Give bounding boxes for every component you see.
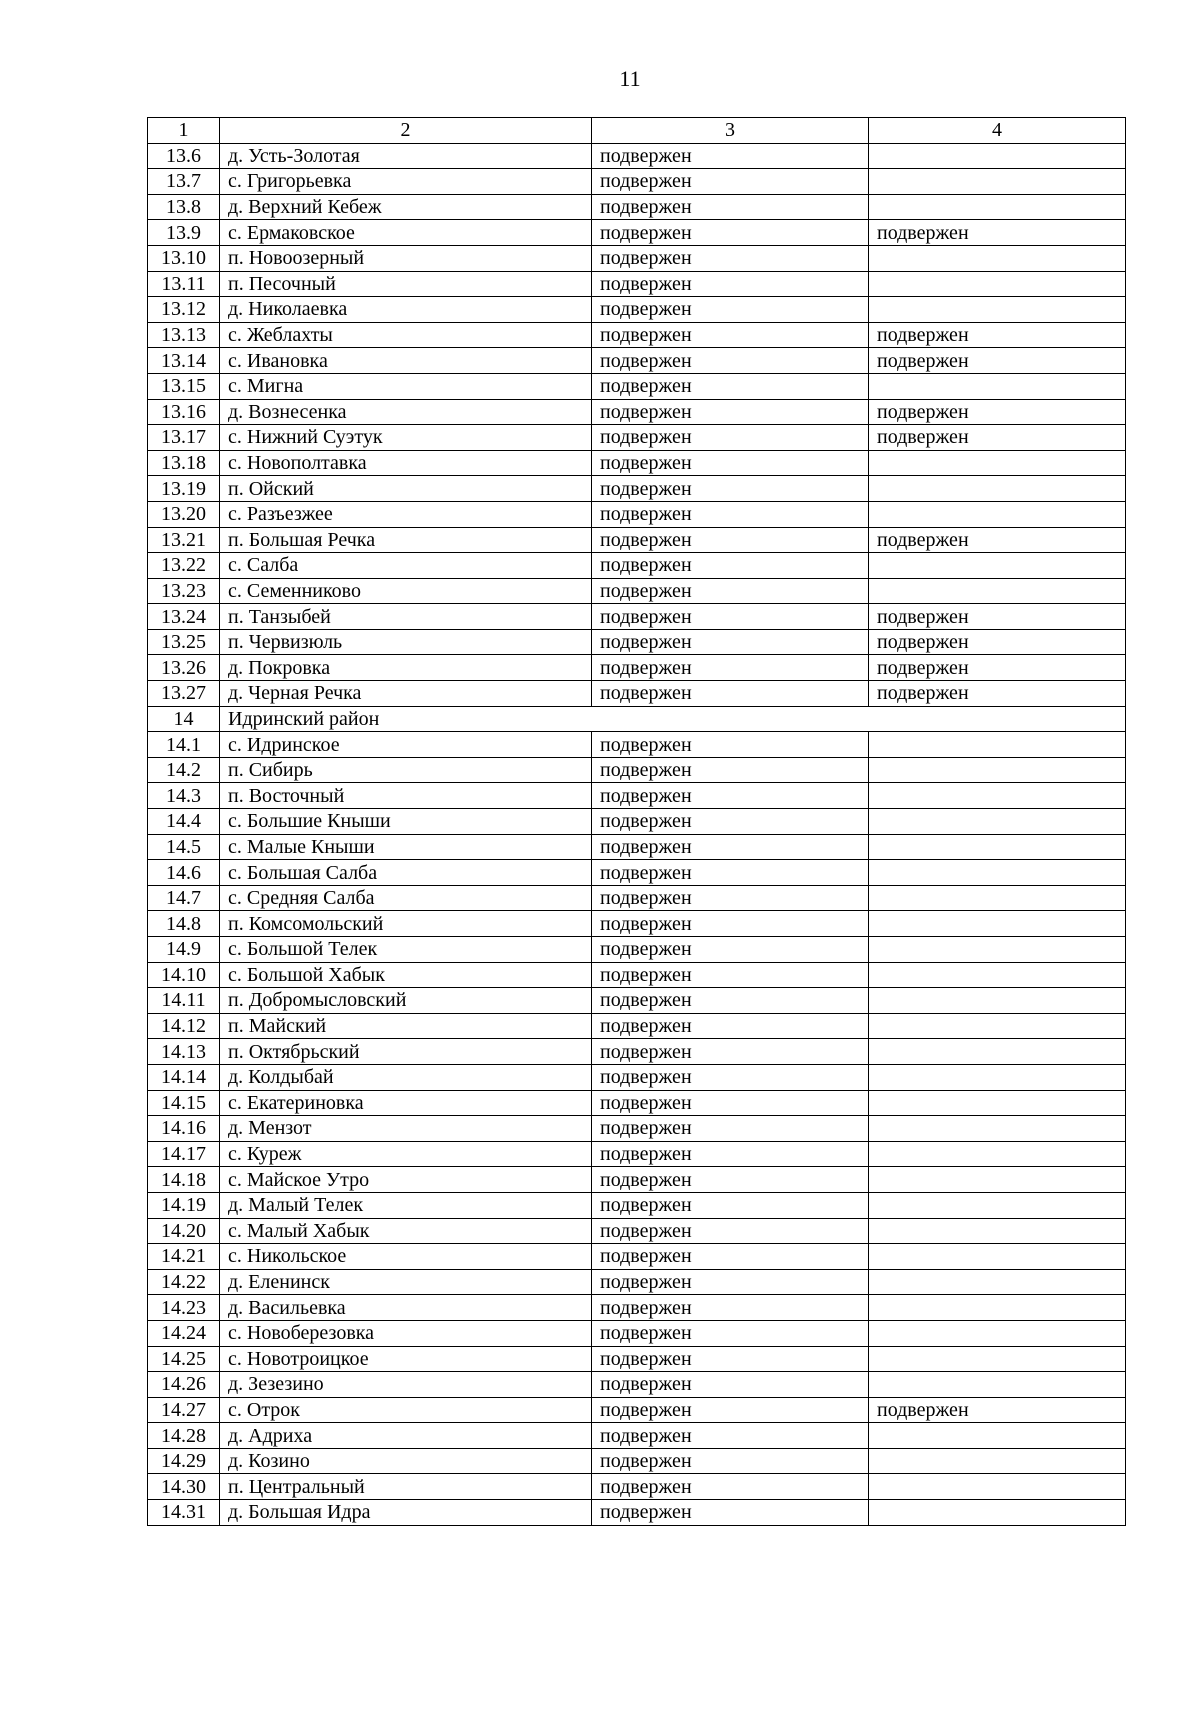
settlement-name-cell: д. Большая Идра (220, 1500, 592, 1526)
column-3-cell: подвержен (592, 834, 869, 860)
table-row (148, 1039, 1126, 1065)
settlement-name-cell: с. Жеблахты (220, 322, 592, 348)
column-3-cell: подвержен (592, 1423, 869, 1449)
settlement-name-cell: п. Центральный (220, 1474, 592, 1500)
row-number-cell: 13.22 (148, 553, 220, 579)
column-4-cell: подвержен (869, 348, 1126, 374)
column-4-cell (869, 834, 1126, 860)
column-3-cell: подвержен (592, 322, 869, 348)
column-4-cell (869, 1474, 1126, 1500)
settlement-name-cell: п. Майский (220, 1013, 592, 1039)
column-4-cell (869, 476, 1126, 502)
settlement-name-cell: с. Майское Утро (220, 1167, 592, 1193)
row-number-cell: 14.27 (148, 1397, 220, 1423)
column-3-cell: подвержен (592, 1397, 869, 1423)
settlement-name-cell: д. Васильевка (220, 1295, 592, 1321)
row-number-cell: 14.19 (148, 1192, 220, 1218)
column-4-cell (869, 1269, 1126, 1295)
table-row (148, 1167, 1126, 1193)
row-number-cell: 13.12 (148, 297, 220, 323)
column-4-cell (869, 271, 1126, 297)
column-4-cell (869, 1423, 1126, 1449)
column-3-cell: подвержен (592, 169, 869, 195)
column-4-cell (869, 988, 1126, 1014)
table-header-row (148, 118, 1126, 144)
table-body (148, 118, 1126, 1526)
row-number-cell: 14.29 (148, 1448, 220, 1474)
column-3-cell: подвержен (592, 1320, 869, 1346)
row-number-cell: 14.20 (148, 1218, 220, 1244)
row-number-cell: 14.10 (148, 962, 220, 988)
row-number-cell: 14.16 (148, 1116, 220, 1142)
settlement-name-cell: с. Разъезжее (220, 501, 592, 527)
row-number-cell: 13.16 (148, 399, 220, 425)
column-3-cell: подвержен (592, 1039, 869, 1065)
settlement-name-cell: с. Малые Кныши (220, 834, 592, 860)
settlement-name-cell: п. Большая Речка (220, 527, 592, 553)
row-number-cell: 14.3 (148, 783, 220, 809)
column-4-cell (869, 1090, 1126, 1116)
table-row (148, 937, 1126, 963)
settlement-name-cell: д. Колдыбай (220, 1064, 592, 1090)
column-4-cell: подвержен (869, 1397, 1126, 1423)
table-row (148, 1192, 1126, 1218)
settlement-name-cell: с. Семенниково (220, 578, 592, 604)
column-3-cell: подвержен (592, 1474, 869, 1500)
column-4-cell: подвержен (869, 655, 1126, 681)
column-3-cell: подвержен (592, 194, 869, 220)
column-4-cell: подвержен (869, 527, 1126, 553)
column-4-cell (869, 1039, 1126, 1065)
settlement-name-cell: д. Верхний Кебеж (220, 194, 592, 220)
settlement-name-cell: п. Комсомольский (220, 911, 592, 937)
settlement-name-cell: д. Покровка (220, 655, 592, 681)
table-row (148, 578, 1126, 604)
row-number-cell: 13.19 (148, 476, 220, 502)
settlement-name-cell: д. Козино (220, 1448, 592, 1474)
row-number-cell: 13.10 (148, 245, 220, 271)
column-3-cell: подвержен (592, 681, 869, 707)
column-4-cell (869, 1141, 1126, 1167)
column-3-cell: подвержен (592, 476, 869, 502)
column-4-cell: подвержен (869, 629, 1126, 655)
row-number-cell: 13.23 (148, 578, 220, 604)
column-3-cell: подвержен (592, 501, 869, 527)
row-number-cell: 14.5 (148, 834, 220, 860)
table-row (148, 1218, 1126, 1244)
row-number-cell: 14.15 (148, 1090, 220, 1116)
column-3-cell: подвержен (592, 1192, 869, 1218)
settlement-name-cell: д. Николаевка (220, 297, 592, 323)
table-row (148, 1397, 1126, 1423)
column-4-cell (869, 501, 1126, 527)
column-3-cell: подвержен (592, 297, 869, 323)
district-name-cell: Идринский район (220, 706, 1126, 732)
settlement-name-cell: с. Идринское (220, 732, 592, 758)
column-3-cell: подвержен (592, 527, 869, 553)
row-number-cell: 14.14 (148, 1064, 220, 1090)
settlement-name-cell: д. Еленинск (220, 1269, 592, 1295)
column-4-cell (869, 1500, 1126, 1526)
table-row (148, 1244, 1126, 1270)
column-3-cell: подвержен (592, 1295, 869, 1321)
table-row (148, 1500, 1126, 1526)
settlement-name-cell: п. Добромысловский (220, 988, 592, 1014)
row-number-cell: 14.4 (148, 809, 220, 835)
column-3-cell: подвержен (592, 911, 869, 937)
row-number-cell: 13.11 (148, 271, 220, 297)
column-3-cell: подвержен (592, 1244, 869, 1270)
column-3-cell: подвержен (592, 578, 869, 604)
settlement-name-cell: с. Большой Телек (220, 937, 592, 963)
column-4-cell (869, 1218, 1126, 1244)
table-row (148, 629, 1126, 655)
settlement-name-cell: с. Новотроицкое (220, 1346, 592, 1372)
table-row (148, 809, 1126, 835)
settlement-name-cell: с. Салба (220, 553, 592, 579)
column-3-cell: подвержен (592, 1116, 869, 1142)
table-row (148, 732, 1126, 758)
row-number-cell: 14.12 (148, 1013, 220, 1039)
column-4-cell (869, 450, 1126, 476)
table-row (148, 373, 1126, 399)
column-3-cell: подвержен (592, 425, 869, 451)
table-row (148, 450, 1126, 476)
settlement-name-cell: д. Мензот (220, 1116, 592, 1142)
column-4-cell (869, 1346, 1126, 1372)
row-number-cell: 14.8 (148, 911, 220, 937)
column-4-cell (869, 1244, 1126, 1270)
column-3-cell: подвержен (592, 143, 869, 169)
row-number-cell: 13.17 (148, 425, 220, 451)
district-row (148, 706, 1126, 732)
settlement-name-cell: п. Новоозерный (220, 245, 592, 271)
table-row (148, 143, 1126, 169)
column-4-cell: подвержен (869, 604, 1126, 630)
settlement-name-cell: п. Песочный (220, 271, 592, 297)
settlement-name-cell: с. Мигна (220, 373, 592, 399)
settlement-name-cell: с. Новополтавка (220, 450, 592, 476)
row-number-cell: 14.30 (148, 1474, 220, 1500)
row-number-cell: 13.24 (148, 604, 220, 630)
settlement-name-cell: с. Большой Хабык (220, 962, 592, 988)
table-row (148, 399, 1126, 425)
column-3-cell: подвержен (592, 1090, 869, 1116)
column-4-cell (869, 1320, 1126, 1346)
row-number-cell: 13.6 (148, 143, 220, 169)
column-3-cell: подвержен (592, 1013, 869, 1039)
settlements-table (147, 117, 1126, 1526)
column-4-cell (869, 1167, 1126, 1193)
table-row (148, 220, 1126, 246)
column-header-2: 2 (220, 118, 592, 144)
column-3-cell: подвержен (592, 860, 869, 886)
settlement-name-cell: с. Екатериновка (220, 1090, 592, 1116)
column-3-cell: подвержен (592, 809, 869, 835)
row-number-cell: 13.7 (148, 169, 220, 195)
column-4-cell (869, 169, 1126, 195)
row-number-cell: 13.15 (148, 373, 220, 399)
column-4-cell: подвержен (869, 399, 1126, 425)
table-row (148, 1064, 1126, 1090)
column-4-cell (869, 783, 1126, 809)
table-row (148, 885, 1126, 911)
column-3-cell: подвержен (592, 348, 869, 374)
column-3-cell: подвержен (592, 1269, 869, 1295)
settlement-name-cell: с. Григорьевка (220, 169, 592, 195)
table-row (148, 1013, 1126, 1039)
settlement-name-cell: д. Усть-Золотая (220, 143, 592, 169)
row-number-cell: 13.8 (148, 194, 220, 220)
column-3-cell: подвержен (592, 885, 869, 911)
table-row (148, 757, 1126, 783)
column-4-cell (869, 297, 1126, 323)
table-row (148, 681, 1126, 707)
table-row (148, 1090, 1126, 1116)
column-3-cell: подвержен (592, 271, 869, 297)
column-4-cell (869, 373, 1126, 399)
table-row (148, 501, 1126, 527)
column-4-cell (869, 885, 1126, 911)
column-3-cell: подвержен (592, 450, 869, 476)
settlement-name-cell: с. Большие Кныши (220, 809, 592, 835)
row-number-cell: 14.9 (148, 937, 220, 963)
row-number-cell: 14.2 (148, 757, 220, 783)
table-row (148, 476, 1126, 502)
settlement-name-cell: с. Куреж (220, 1141, 592, 1167)
table-row (148, 553, 1126, 579)
column-3-cell: подвержен (592, 655, 869, 681)
column-4-cell (869, 860, 1126, 886)
column-3-cell: подвержен (592, 1141, 869, 1167)
table-row (148, 1141, 1126, 1167)
column-3-cell: подвержен (592, 373, 869, 399)
table-row (148, 911, 1126, 937)
column-4-cell (869, 578, 1126, 604)
column-3-cell: подвержен (592, 1500, 869, 1526)
column-4-cell (869, 757, 1126, 783)
table-row (148, 1372, 1126, 1398)
row-number-cell: 13.13 (148, 322, 220, 348)
settlement-name-cell: с. Ивановка (220, 348, 592, 374)
column-3-cell: подвержен (592, 783, 869, 809)
column-4-cell (869, 1116, 1126, 1142)
settlement-name-cell: д. Зезезино (220, 1372, 592, 1398)
row-number-cell: 13.26 (148, 655, 220, 681)
column-4-cell (869, 1192, 1126, 1218)
table-row (148, 1346, 1126, 1372)
table-row (148, 783, 1126, 809)
row-number-cell: 14.18 (148, 1167, 220, 1193)
row-number-cell: 14.11 (148, 988, 220, 1014)
row-number-cell: 14.13 (148, 1039, 220, 1065)
settlement-name-cell: д. Черная Речка (220, 681, 592, 707)
column-3-cell: подвержен (592, 937, 869, 963)
column-4-cell: подвержен (869, 681, 1126, 707)
settlement-name-cell: д. Малый Телек (220, 1192, 592, 1218)
row-number-cell: 14.7 (148, 885, 220, 911)
table-row (148, 1116, 1126, 1142)
row-number-cell: 14.25 (148, 1346, 220, 1372)
row-number-cell: 13.20 (148, 501, 220, 527)
table-row (148, 1295, 1126, 1321)
row-number-cell: 13.25 (148, 629, 220, 655)
column-3-cell: подвержен (592, 553, 869, 579)
settlement-name-cell: с. Отрок (220, 1397, 592, 1423)
column-4-cell (869, 1295, 1126, 1321)
column-3-cell: подвержен (592, 399, 869, 425)
settlement-name-cell: с. Нижний Суэтук (220, 425, 592, 451)
column-3-cell: подвержен (592, 1064, 869, 1090)
column-4-cell (869, 1013, 1126, 1039)
table-row (148, 860, 1126, 886)
row-number-cell: 14.26 (148, 1372, 220, 1398)
table-row (148, 297, 1126, 323)
settlement-name-cell: с. Средняя Салба (220, 885, 592, 911)
table-row (148, 425, 1126, 451)
table-row (148, 527, 1126, 553)
page-number: 11 (619, 66, 641, 91)
column-3-cell: подвержен (592, 962, 869, 988)
column-4-cell (869, 911, 1126, 937)
settlement-name-cell: с. Никольское (220, 1244, 592, 1270)
table-row (148, 962, 1126, 988)
column-3-cell: подвержен (592, 220, 869, 246)
row-number-cell: 14.22 (148, 1269, 220, 1295)
row-number-cell: 14.21 (148, 1244, 220, 1270)
column-header-4: 4 (869, 118, 1126, 144)
column-4-cell (869, 937, 1126, 963)
settlement-name-cell: п. Восточный (220, 783, 592, 809)
table-row (148, 604, 1126, 630)
row-number-cell: 14.17 (148, 1141, 220, 1167)
table-row (148, 1448, 1126, 1474)
column-4-cell (869, 1372, 1126, 1398)
row-number-cell: 14.23 (148, 1295, 220, 1321)
settlement-name-cell: с. Ермаковское (220, 220, 592, 246)
column-3-cell: подвержен (592, 1218, 869, 1244)
row-number-cell: 13.9 (148, 220, 220, 246)
column-3-cell: подвержен (592, 1167, 869, 1193)
table-row (148, 655, 1126, 681)
table-row (148, 348, 1126, 374)
column-header-3: 3 (592, 118, 869, 144)
settlement-name-cell: д. Вознесенка (220, 399, 592, 425)
column-4-cell (869, 143, 1126, 169)
column-4-cell (869, 194, 1126, 220)
column-4-cell (869, 732, 1126, 758)
settlement-name-cell: п. Октябрьский (220, 1039, 592, 1065)
column-3-cell: подвержен (592, 988, 869, 1014)
table-row (148, 169, 1126, 195)
table-row (148, 988, 1126, 1014)
settlement-name-cell: п. Сибирь (220, 757, 592, 783)
column-4-cell (869, 1448, 1126, 1474)
column-3-cell: подвержен (592, 629, 869, 655)
table-row (148, 1423, 1126, 1449)
column-4-cell: подвержен (869, 425, 1126, 451)
row-number-cell: 13.14 (148, 348, 220, 374)
settlement-name-cell: с. Малый Хабык (220, 1218, 592, 1244)
row-number-cell: 13.27 (148, 681, 220, 707)
column-3-cell: подвержен (592, 732, 869, 758)
table-row (148, 1269, 1126, 1295)
column-4-cell: подвержен (869, 322, 1126, 348)
table-row (148, 322, 1126, 348)
row-number-cell: 13.21 (148, 527, 220, 553)
table-row (148, 271, 1126, 297)
column-4-cell: подвержен (869, 220, 1126, 246)
table-row (148, 834, 1126, 860)
settlement-name-cell: п. Ойский (220, 476, 592, 502)
column-4-cell (869, 962, 1126, 988)
column-4-cell (869, 553, 1126, 579)
settlement-name-cell: п. Танзыбей (220, 604, 592, 630)
table-row (148, 194, 1126, 220)
column-3-cell: подвержен (592, 245, 869, 271)
column-4-cell (869, 1064, 1126, 1090)
column-3-cell: подвержен (592, 604, 869, 630)
settlement-name-cell: п. Червизюль (220, 629, 592, 655)
row-number-cell: 14 (148, 706, 220, 732)
settlement-name-cell: с. Новоберезовка (220, 1320, 592, 1346)
column-3-cell: подвержен (592, 757, 869, 783)
row-number-cell: 13.18 (148, 450, 220, 476)
column-3-cell: подвержен (592, 1372, 869, 1398)
column-header-1: 1 (148, 118, 220, 144)
table-row (148, 1320, 1126, 1346)
column-4-cell (869, 245, 1126, 271)
settlement-name-cell: д. Адриха (220, 1423, 592, 1449)
table-row (148, 245, 1126, 271)
row-number-cell: 14.28 (148, 1423, 220, 1449)
row-number-cell: 14.24 (148, 1320, 220, 1346)
column-4-cell (869, 809, 1126, 835)
table-row (148, 1474, 1126, 1500)
settlement-name-cell: с. Большая Салба (220, 860, 592, 886)
column-3-cell: подвержен (592, 1346, 869, 1372)
row-number-cell: 14.1 (148, 732, 220, 758)
row-number-cell: 14.31 (148, 1500, 220, 1526)
row-number-cell: 14.6 (148, 860, 220, 886)
column-3-cell: подвержен (592, 1448, 869, 1474)
